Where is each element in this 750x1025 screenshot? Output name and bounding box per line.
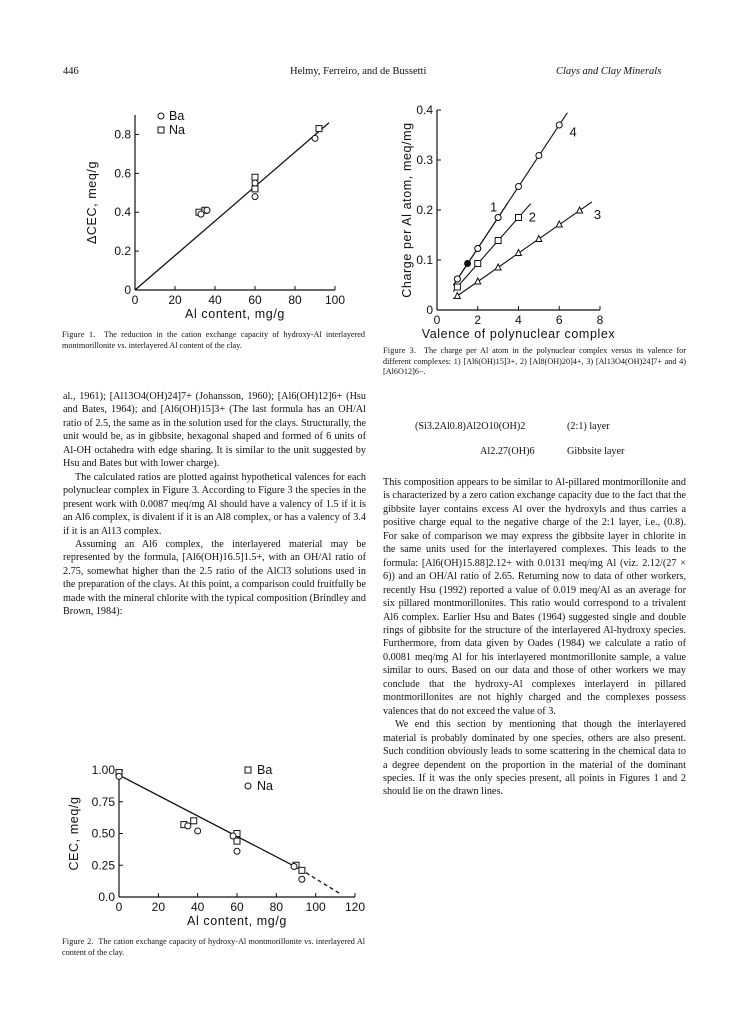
fig3-series-label-3: 3: [593, 207, 602, 222]
right-paragraph-2: We end this section by mentioning that though the interlayered material is probably dominated by one species, others are also present. Such condition obviously leads to some scattering in the chemical data to a degree dependent on the proportion in the material of the dominant species. If it was the only species present, all points in Figures 1 and 2 should lie on the drawn lines.: [383, 719, 686, 798]
fig3-point-series-4: [454, 276, 460, 282]
running-authors: Helmy, Ferreiro, and de Bussetti: [290, 66, 427, 77]
fig2-point-na: [195, 828, 201, 834]
fig1-point-ba: [252, 186, 258, 192]
fig2-y-tick-label: 0.0: [98, 890, 115, 904]
fig1-x-axis-label: Al content, mg/g: [185, 307, 285, 321]
fig3-y-tick-label: 0.3: [416, 153, 433, 167]
fig3-point-series-3: [454, 293, 460, 299]
figure-2-chart: [60, 755, 375, 933]
fig1-point-na: [252, 194, 258, 200]
fig3-y-tick-label: 0.4: [416, 103, 433, 117]
fig1-x-tick-label: 60: [248, 293, 262, 307]
fig3-x-tick-label: 2: [474, 313, 482, 327]
figure-3-caption-label: Figure 3.: [383, 346, 417, 355]
fig2-point-na: [116, 773, 122, 779]
fig2-x-axis-label: Al content, mg/g: [187, 914, 287, 928]
fig1-fit-line: [135, 123, 329, 290]
fig1-y-tick-label: 0.2: [114, 244, 131, 259]
left-paragraph-1: al., 1961); [Al13O4(OH)24]7+ (Johansson, 1960); [Al6(OH)12]6+ (Hsu and Bates, 1964); and [Al6(OH)15]3+ (The last formula has an OH/Al ratio of 2.5, the same as in the solution used for the clays. Structurally, the unit would be, as in gibbsite, hexagonal shaped and formed of 6 units of Al-OH octahedra with edge sharing. It is similar to the unit suggested by Hsu and Bates but with lower charge).: [63, 391, 366, 470]
right-paragraph-1: This composition appears to be similar to Al-pillared montmorillonite and is characterized by a zero cation exchange capacity due to the fact that the gibbsite layer contains excess Al over the hydroxyls and thus carries a positive charge equal to the negative charge of the 2:1 layer, i.e., (0.8). For sake of comparison we may express the gibbsite layer in chlorite in the same units used for the interlayered complexes. This leads to the formula: [Al6(OH)15.88]2.12+ with 0.0131 meq/mg Al (viz. 2.12/(27 × 6)) and an OH/Al ratio of 2.65. Returning now to data of other workers, recently Hsu (1992) reported a value of 0.019 meq/Al as an average for six pillared montmorillonites. This ratio would correspond to a trivalent Al6 complex. Earlier Hsu and Bates (1964) suggested single and double rings of gibbsite for the structure of the interlayered Al-hydroxy species. Furthermore, from data given by Oades (1984) we calculate a ratio of 0.0081 meq/mg Al for his interlayered montmorillonite sample, a value similar to ours. Based on our data and those of other workers we may conclude that the hydroxy-Al complexes interlayerd in pillared montmorillonites are not highly charged and the complexes possess valences that do not exceed the value of 3.: [383, 477, 686, 717]
figure-1-chart: [60, 95, 370, 327]
fig1-x-tick-label: 20: [168, 293, 182, 307]
fig3-y-axis-label: Charge per Al atom, meq/mg: [400, 122, 414, 298]
fig2-x-tick-label: 20: [151, 900, 166, 914]
fig3-point-series-4: [516, 184, 522, 190]
fig1-x-tick-label: 40: [208, 293, 222, 307]
fig3-x-axis-label: Valence of polynuclear complex: [421, 327, 616, 341]
fig1-point-na: [204, 207, 210, 213]
fig3-x-tick-label: 8: [596, 313, 604, 327]
fig2-x-tick-label: 40: [190, 900, 205, 914]
fig2-legend-label-ba: Ba: [257, 763, 273, 777]
left-paragraph-2: The calculated ratios are plotted against hypothetical valences for each polynuclear complex in Figure 3. According to Figure 3 the species in the present work with 0.0087 meq/mg Al should have a valency of 1.5 if it is an Al6 complex, is divalent if it is an Al8 complex, or has a valency of 3.4 if it is an Al13 complex.: [63, 471, 366, 537]
fig1-legend-marker-na: [158, 127, 164, 133]
fig2-legend-marker-na: [245, 783, 251, 789]
fig1-point-na: [198, 211, 204, 217]
fig2-x-tick-label: 0: [115, 900, 123, 914]
fig3-y-tick-label: 0: [426, 303, 433, 317]
fig2-legend-label-na: Na: [257, 779, 273, 793]
fig3-point-series-2: [516, 215, 522, 221]
fig1-y-tick-label: 0.8: [114, 127, 131, 142]
fig1-legend-label-ba: Ba: [169, 109, 185, 123]
fig1-y-tick-label: 0: [124, 283, 131, 297]
page-number: 446: [63, 66, 79, 77]
fig2-point-na: [230, 833, 236, 839]
left-column-text: [63, 390, 366, 619]
formula-gibbsite: Al2.27(OH)6: [480, 446, 535, 457]
fig1-point-na: [312, 135, 318, 141]
fig3-x-tick-label: 0: [433, 313, 441, 327]
fig2-point-ba: [191, 818, 197, 824]
fig3-point-series-3: [475, 278, 481, 284]
fig2-point-na: [234, 848, 240, 854]
fig1-x-tick-label: 80: [288, 293, 302, 307]
right-column-text: [383, 476, 686, 799]
fig3-point-series-4: [536, 153, 542, 159]
fig2-x-tick-label: 60: [230, 900, 244, 914]
fig2-y-tick-label: 0.75: [91, 794, 115, 809]
fig1-x-tick-label: 0: [131, 293, 139, 307]
fig3-series-label-2: 2: [528, 209, 536, 225]
fig1-legend-marker-ba: [158, 113, 164, 119]
fig2-x-tick-label: 80: [269, 900, 284, 914]
fig3-point-series-4: [556, 122, 562, 128]
figure-2-caption-text: The cation exchange capacity of hydroxy-Al montmorillonite vs. interlayered Al content of the clay.: [62, 937, 366, 957]
fig2-y-axis-label: CEC, meq/g: [67, 796, 81, 871]
fig1-y-tick-label: 0.4: [114, 205, 131, 220]
fig1-x-tick-label: 100: [324, 293, 346, 307]
fig1-y-tick-label: 0.6: [114, 166, 131, 181]
fig3-x-tick-label: 6: [555, 313, 563, 327]
left-paragraph-3: Assuming an Al6 complex, the interlayered material may be represented by the formula, [Al6(OH)16.5]1.5+, with an OH/Al ratio of 2.75, somewhat higher than the 2.5 ratio of the AlCl3 solutions used in the preparation of the clays. At this point, a comparison could fruitfully be made with the mineral chlorite with the typical composition (Brindley and Brown, 1984):: [63, 538, 366, 618]
figure-1-caption-text: The reduction in the cation exchange capacity of hydroxy-Al interlayered montmorillonite vs. interlayered Al content of the clay.: [62, 330, 366, 350]
fig3-point-series-3: [556, 221, 562, 227]
fig2-point-na: [299, 876, 305, 882]
fig1-legend-label-na: Na: [169, 123, 185, 137]
fig3-series-label-1: 1: [489, 199, 498, 215]
fig3-point-series-3: [495, 264, 501, 270]
fig2-extrapolation-line: [300, 869, 339, 893]
fig3-point-series-4: [475, 246, 481, 252]
fig2-y-tick-label: 0.50: [91, 826, 115, 841]
fig3-point-series-2: [454, 284, 460, 290]
fig2-point-na: [291, 864, 297, 870]
fig2-x-tick-label: 100: [305, 900, 326, 914]
fig2-x-tick-label: 120: [344, 900, 366, 914]
figure-2-caption-label: Figure 2.: [62, 937, 94, 946]
figure-3-chart: [395, 98, 695, 343]
fig3-point-series-3: [577, 207, 583, 213]
fig3-point-series-3: [516, 250, 522, 256]
formula-2-1-layer: (Si3.2Al0.8)Al2O10(OH)2: [415, 421, 526, 432]
fig2-y-tick-label: 1.00: [91, 763, 115, 777]
figure-1-caption-label: Figure 1.: [62, 330, 96, 339]
figure-3-caption-text: The charge per Al atom in the polynuclear complex versus its valence for different complexes: 1) [Al6(OH)15]3+, 2) [Al8(OH)20]4+, 3) [Al13O4(OH)24]7+ and 4) [Al6O12]6−.: [383, 346, 687, 377]
fig2-point-ba: [299, 867, 305, 873]
fig1-y-axis-label: ΔCEC, meq/g: [85, 160, 99, 245]
figure-1-caption: [62, 330, 365, 351]
formula-gibbsite-label: Gibbsite layer: [567, 446, 625, 457]
fig2-legend-marker-ba: [245, 767, 251, 773]
fig3-point-series-4: [495, 215, 501, 221]
fig3-series-line-3: [453, 199, 592, 299]
fig3-point-series-2: [495, 238, 501, 244]
fig3-y-tick-label: 0.2: [416, 203, 433, 217]
fig1-point-ba: [252, 174, 258, 180]
fig3-point-series-3: [536, 236, 542, 242]
fig3-series-label-4: 4: [569, 124, 577, 140]
fig2-point-na: [185, 823, 191, 829]
fig3-x-tick-label: 4: [515, 313, 522, 327]
figure-3-caption: [383, 346, 686, 378]
fig1-point-ba: [316, 126, 322, 132]
fig2-y-tick-label: 0.25: [91, 858, 115, 873]
figure-2-caption: [62, 937, 365, 958]
fig3-point-series-2: [475, 261, 481, 267]
journal-name: Clays and Clay Minerals: [556, 66, 662, 77]
fig3-y-tick-label: 0.1: [416, 253, 433, 267]
fig1-point-na: [252, 180, 258, 186]
formula-2-1-layer-label: (2:1) layer: [567, 421, 610, 432]
